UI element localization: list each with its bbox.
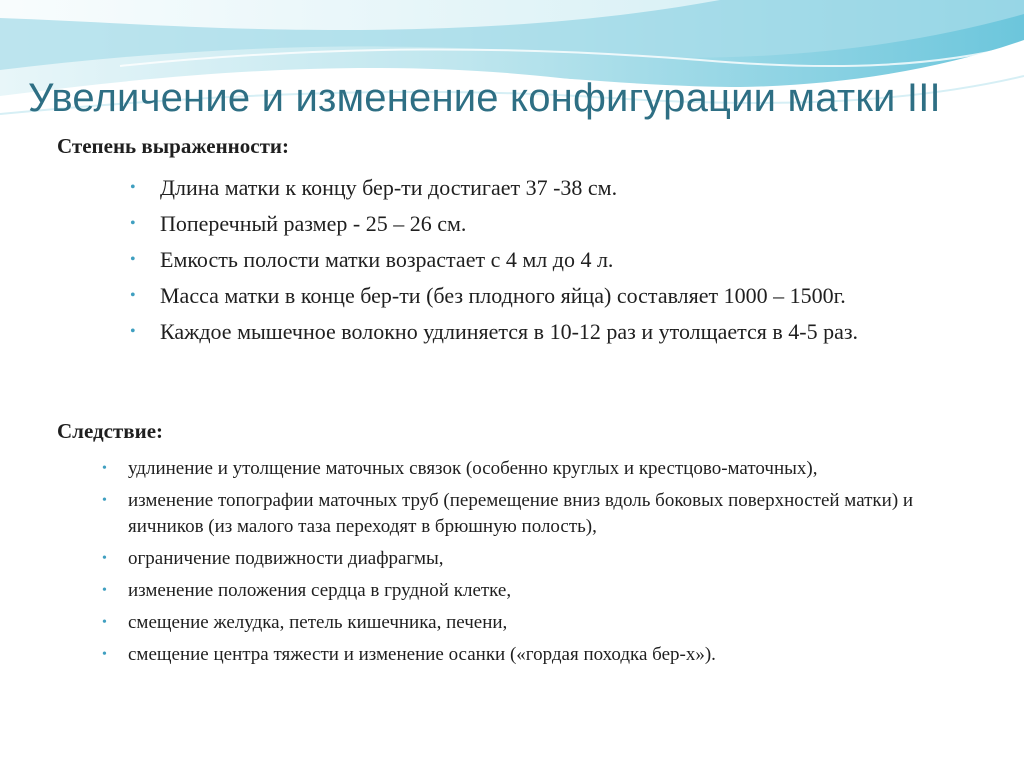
list-item-text: Поперечный размер - 25 – 26 см. xyxy=(160,211,467,236)
list-item-text: изменение топографии маточных труб (перемещение вниз вдоль боковых поверхностей матки) и яичников (из малого таза переходят в брюшную полость), xyxy=(128,490,914,537)
list-item xyxy=(130,244,990,275)
list-item-text: Емкость полости матки возрастает с 4 мл до 4 л. xyxy=(160,247,614,272)
bullet-icon: • xyxy=(102,647,107,662)
list-item-text: удлинение и утолщение маточных связок (особенно круглых и крестцово-маточных), xyxy=(128,458,818,479)
bullet-icon: • xyxy=(130,323,136,340)
list-item xyxy=(130,316,990,347)
list-item xyxy=(130,208,990,239)
slide-title: Увеличение и изменение конфигурации матки III xyxy=(28,76,941,120)
list-item-text: Масса матки в конце бер-ти (без плодного яйца) составляет 1000 – 1500г. xyxy=(160,283,846,308)
degree-list xyxy=(130,172,990,352)
list-item xyxy=(102,642,928,668)
bullet-icon: • xyxy=(130,215,136,232)
bullet-icon: • xyxy=(130,251,136,268)
bullet-icon: • xyxy=(102,583,107,598)
list-item xyxy=(102,546,928,572)
list-item-text: Длина матки к концу бер-ти достигает 37 -38 см. xyxy=(160,175,618,200)
bullet-icon: • xyxy=(102,615,107,630)
bullet-icon: • xyxy=(102,461,107,476)
list-item-text: ограничение подвижности диафрагмы, xyxy=(128,548,444,569)
consequence-heading: Следствие: xyxy=(57,419,164,443)
consequence-list xyxy=(102,456,928,674)
bullet-icon: • xyxy=(130,179,136,196)
list-item xyxy=(102,488,928,540)
list-item-text: смещение желудка, петель кишечника, печени, xyxy=(128,612,508,633)
list-item xyxy=(130,172,990,203)
bullet-icon: • xyxy=(102,493,107,508)
list-item-text: изменение положения сердца в грудной клетке, xyxy=(128,580,512,601)
bullet-icon: • xyxy=(130,287,136,304)
list-item xyxy=(102,610,928,636)
bullet-icon: • xyxy=(102,551,107,566)
list-item-text: смещение центра тяжести и изменение осанки («гордая походка бер-х»). xyxy=(128,644,716,665)
list-item xyxy=(102,456,928,482)
list-item xyxy=(102,578,928,604)
list-item xyxy=(130,280,990,311)
degree-heading: Степень выраженности: xyxy=(57,134,290,158)
list-item-text: Каждое мышечное волокно удлиняется в 10-12 раз и утолщается в 4-5 раз. xyxy=(160,319,859,344)
